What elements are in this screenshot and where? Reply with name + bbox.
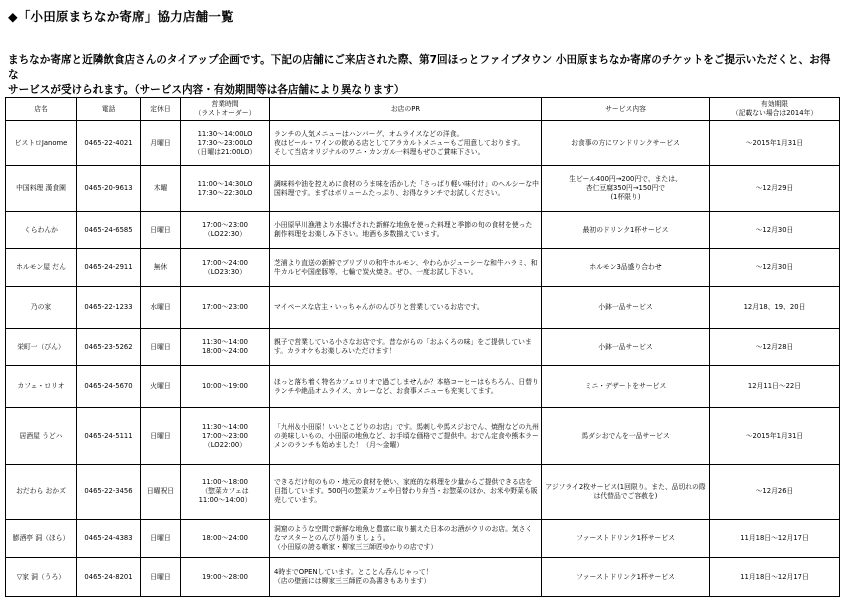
phone-number: 0465-23-5262 [77,328,141,365]
shop-name: くらわんか [6,211,77,248]
closed-day: 日曜祝日 [141,465,181,520]
service-line: アジフライ2枚サービス(1回限り。また、品切れの際は代替品でご容赦を) [545,482,706,500]
shop-pr [270,519,542,558]
service-line: ホルモン3品盛り合わせ [589,263,662,272]
service-content [542,465,710,520]
shop-name: おだわら おかズ [6,465,77,520]
hours-line: 11:00～18:00 [202,478,248,487]
shop-name: 栄町一（びん） [6,328,77,365]
service-line: 杏仁豆腐350円→150円で [585,184,666,193]
hours-line: 10:00～19:00 [202,382,248,391]
table-row [6,121,840,166]
service-line: (1杯限り) [610,193,641,202]
service-line: 馬ダシおでんを一品サービス [581,431,670,440]
service-line: お食事の方にワンドリンクサービス [571,138,680,147]
closed-day: 日曜日 [141,328,181,365]
header-hours-line: 営業時間 [211,100,239,108]
service-line: ファーストドリンク1杯サービス [576,534,675,543]
service-line: 最初のドリンク1杯サービス [582,225,669,234]
service-content [542,166,710,211]
business-hours [181,121,270,166]
hours-line: 19:00～28:00 [202,572,248,581]
pr-line: 芝浦より直送の新鮮でプリプリの和牛ホルモン、やわらかジューシーな和牛ハラミ、和牛カルビや国産豚等、七輪で炭火焼き。ぜひ、一度お試し下さい。 [274,258,538,276]
service-line: 小鉢一品サービス [598,342,653,351]
table-row [6,366,840,408]
service-content [542,408,710,465]
service-content [542,249,710,286]
service-line: ミニ・デザートをサービス [584,382,667,391]
intro-line-1: まちなか寄席と近隣飲食店さんのタイアップ企画です。下記の店舗にご来店された際、第7回ほっとファイブタウン 小田原まちなか寄席のチケットをご提示いただくと、お得な [8,54,831,81]
phone-number: 0465-22-4021 [77,121,141,166]
business-hours [181,465,270,520]
hours-line: 11:00～14:00） [198,496,252,505]
table-row [6,519,840,558]
service-content [542,286,710,328]
validity-period: ～2015年1月31日 [710,408,840,465]
table-row [6,249,840,286]
shop-table [5,97,840,597]
header-hours [181,98,270,121]
pr-line: 小田原早川漁港より水揚げされた新鮮な地魚を使った料理と季節の旬の食材を使った創作料理をお楽しみ下さい。地酒も多数揃えています。 [274,221,533,239]
header-closed: 定休日 [141,98,181,121]
phone-number: 0465-22-3456 [77,465,141,520]
hours-line: 17:30～22:30LO [197,188,253,197]
closed-day: 木曜 [141,166,181,211]
service-content [542,519,710,558]
closed-day: 無休 [141,249,181,286]
hours-line: 11:30～14:00LO [197,129,253,138]
validity-period: 12月18、19、20日 [710,286,840,328]
validity-period: 11月18日～12月17日 [710,558,840,597]
service-line: ファーストドリンク1杯サービス [576,572,675,581]
pr-line: ランチの人気メニューはハンバーグ、オムライスなどの洋食。 [274,129,464,138]
header-validity [710,98,840,121]
closed-day: 月曜日 [141,121,181,166]
business-hours [181,328,270,365]
shop-pr [270,121,542,166]
intro-line-2: サービスが受けられます。（サービス内容・有効期間等は各店舗により異なります） [8,84,405,96]
shop-name: ビストロJanome [6,121,77,166]
business-hours [181,558,270,597]
shop-name: ホルモン屋 だん [6,249,77,286]
validity-period: ～12月30日 [710,249,840,286]
validity-period: 12月11日～22日 [710,366,840,408]
table-row [6,211,840,248]
table-body [6,121,840,597]
hours-line: 11:30～14:00 [202,338,248,347]
service-line: 小鉢一品サービス [598,302,653,311]
shop-name: ▽家 洞（うろ） [6,558,77,597]
shop-pr [270,286,542,328]
phone-number: 0465-24-2911 [77,249,141,286]
shop-pr [270,166,542,211]
validity-period: 11月18日～12月17日 [710,519,840,558]
hours-line: 17:00～23:00（LO22:30） [202,221,248,239]
business-hours [181,286,270,328]
hours-line: 18:00～24:00 [202,534,248,543]
pr-line: 洞窟のような空間で新鮮な地魚と豊富に取り揃えた日本のお酒がウリのお店。気さくなマスターとのんびり語りましょう。 [274,525,533,543]
phone-number: 0465-24-5670 [77,366,141,408]
pr-line: 4時までOPENしています。とことん呑んじゃって！ [274,568,433,577]
validity-period: ～12月26日 [710,465,840,520]
service-line: 生ビール400円→200円で、または、 [569,175,682,184]
hours-line: 11:00～14:30LO [197,179,253,188]
closed-day: 水曜日 [141,286,181,328]
header-name: 店名 [6,98,77,121]
shop-pr [270,408,542,465]
hours-line: 18:00～24:00 [202,347,248,356]
validity-period: ～12月29日 [710,166,840,211]
shop-pr [270,366,542,408]
shop-pr [270,249,542,286]
hours-line: 17:30～23:00LO [197,138,253,147]
service-content [542,211,710,248]
validity-period: ～12月28日 [710,328,840,365]
shop-pr [270,328,542,365]
pr-line: （小田原の誇る噺家・柳家三三師匠ゆかりの店です） [274,543,438,552]
pr-line: 親子で営業している小さなお店です。昔ながらの「おふくろの味」をご提供しています。カラオケもお楽しみいただけます！ [274,338,532,356]
shop-pr [270,211,542,248]
closed-day: 日曜日 [141,211,181,248]
pr-line: 「九州＆小田原！いいとこどりのお店」です。馬刺しや馬スジおでん、焼酎などの九州の美味しいもの、小田原の地魚など、お手頃な価格でご提供中。おでん定食や熊本ラーメンのランチも始めました！（月～金曜） [274,422,539,449]
header-phone: 電話 [77,98,141,121]
header-validity-line: （記載ない場合は2014年） [731,109,818,117]
hours-line: 17:00～23:00（LO22:00） [202,431,248,449]
shop-name: 膨酒亭 洞（ほら） [6,519,77,558]
service-content [542,558,710,597]
hours-line: （惣菜カフェは [201,487,249,496]
business-hours [181,211,270,248]
phone-number: 0465-24-4383 [77,519,141,558]
hours-line: （日曜は21:00LO） [193,147,257,156]
table-row [6,465,840,520]
pr-line: できるだけ旬のもの・地元の食材を使い、家庭的な料理を少量からご提供できる店を目指しています。500円の惣菜カフェや日替わり弁当・お惣菜のほか、お米や野菜も販売しています。 [274,478,538,505]
hours-line: 17:00～23:00 [202,302,248,311]
shop-name: 乃の家 [6,286,77,328]
table-row [6,558,840,597]
business-hours [181,366,270,408]
table-row [6,286,840,328]
header-hours-line: （ラストオーダー） [194,109,256,117]
service-content [542,328,710,365]
business-hours [181,408,270,465]
service-content [542,121,710,166]
shop-pr [270,465,542,520]
pr-line: そして当店オリジナルのワニ・カンガル一料理もぜひご賞味下さい。 [274,147,485,156]
service-content [542,366,710,408]
business-hours [181,166,270,211]
hours-line: 11:30～14:00 [202,422,248,431]
closed-day: 火曜日 [141,366,181,408]
shop-name: 中国料理 漢食園 [6,166,77,211]
shop-name: 居酒屋 うどハ [6,408,77,465]
phone-number: 0465-22-1233 [77,286,141,328]
phone-number: 0465-24-6585 [77,211,141,248]
business-hours [181,249,270,286]
table-row [6,328,840,365]
validity-period: ～12月30日 [710,211,840,248]
shop-name: カフェ・ロリオ [6,366,77,408]
validity-period: ～2015年1月31日 [710,121,840,166]
phone-number: 0465-24-8201 [77,558,141,597]
hours-line: 17:00～24:00（LO23:30） [202,258,248,276]
table-row [6,166,840,211]
intro-text [8,53,834,98]
table-row [6,408,840,465]
closed-day: 日曜日 [141,558,181,597]
phone-number: 0465-24-5111 [77,408,141,465]
table-header-row [6,98,840,121]
pr-line: ほっと落ち着く特名カフェロリオで過ごしませんか？本格コーヒーはもちろん、日替りランチや絶品オムライス、カレーなど、お食事メニューも充実してます。 [274,377,539,395]
pr-line: 夜はビール・ワインの飲める店としてアラカルトメニューもご用意しております。 [274,138,525,147]
business-hours [181,519,270,558]
header-validity-line: 有効期限 [760,100,789,108]
phone-number: 0465-20-9613 [77,166,141,211]
pr-line: マイペースな店主・いっちゃんがのんびりと営業しているお店です。 [274,302,484,311]
shop-pr [270,558,542,597]
header-pr: お店のPR [270,98,542,121]
header-service: サービス内容 [542,98,710,121]
closed-day: 日曜日 [141,408,181,465]
closed-day: 日曜日 [141,519,181,558]
pr-line: 調味料や油を控えめに食材のうま味を活かした「さっぱり軽い味付け」のヘルシーな中国料理です。まずはボリュームたっぷり、お得なランチでお試しください。 [274,179,539,197]
pr-line: （店の壁面には柳家三三師匠の為書きもあります） [274,577,431,586]
document-title: ◆「小田原まちなか寄席」協力店舗一覧 [8,9,234,24]
